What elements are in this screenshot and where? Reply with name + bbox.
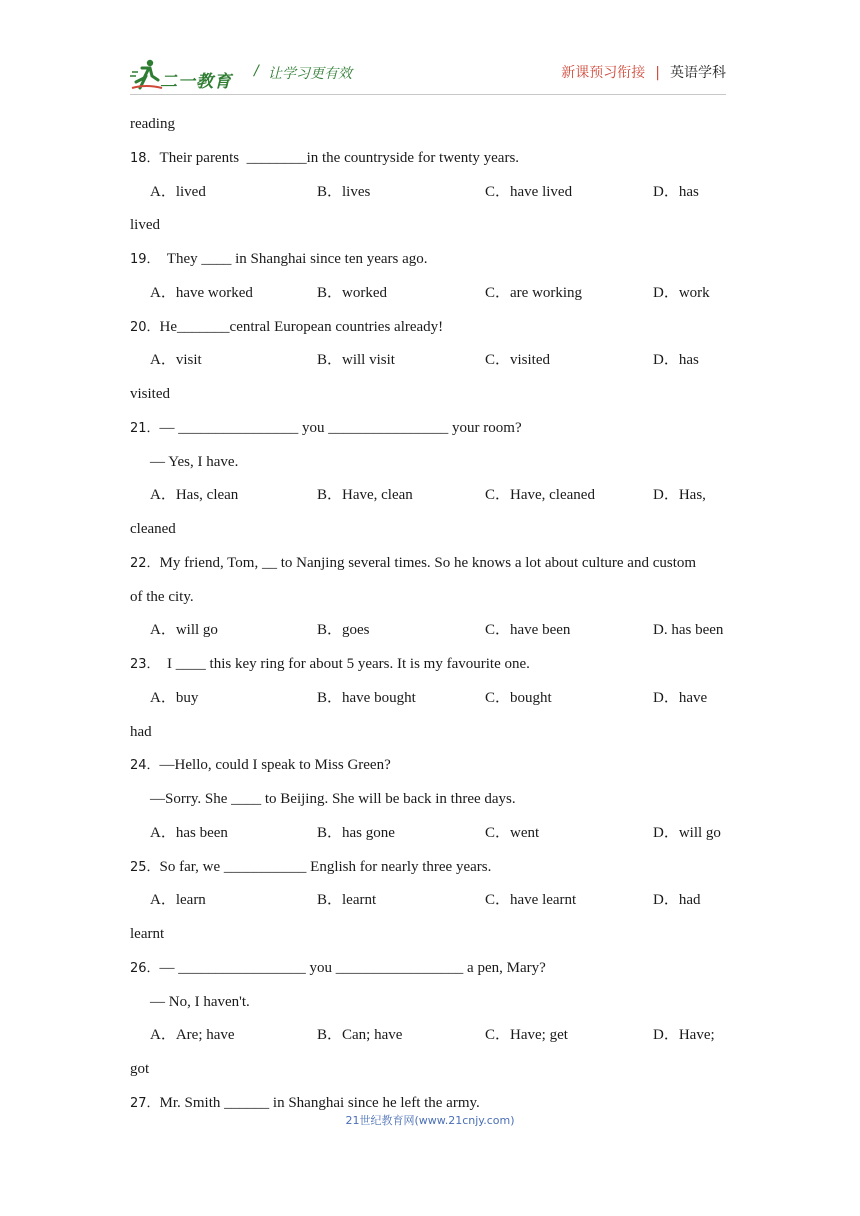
option-b: B．Can; have [317, 1027, 403, 1044]
option-d: D．has [653, 183, 699, 200]
question-text: Mr. Smith ______ in Shanghai since he left the army. [159, 1094, 480, 1111]
header-tags [561, 62, 726, 82]
line-text: of the city. [130, 588, 194, 605]
text-line [130, 108, 730, 142]
question-text: — ________________ you ________________ your room? [159, 419, 522, 436]
question-text: —Hello, could I speak to Miss Green? [159, 757, 391, 774]
question-number: 23． [130, 657, 160, 672]
option-d: D．work [653, 284, 710, 301]
answer-options [130, 817, 730, 851]
question-stem [130, 243, 730, 277]
question-number: 18． [130, 150, 160, 166]
question-text: He_______central European countries already! [159, 318, 444, 335]
subject-tag: 英语学科 [670, 65, 726, 81]
text-line [130, 581, 730, 615]
dialogue-line [130, 783, 730, 817]
question-text: They ____ in Shanghai since ten years ago. [159, 251, 428, 267]
text-line [130, 513, 730, 547]
option-c: C．have been [485, 622, 571, 639]
text-line [130, 209, 730, 243]
answer-options [130, 614, 730, 648]
question-list [130, 108, 730, 1121]
option-a: A．will go [150, 622, 218, 639]
course-tag: 新课预习衔接 [561, 65, 646, 81]
text-line [130, 1053, 730, 1087]
option-b: B．has gone [317, 824, 395, 841]
option-a: A．has been [150, 824, 228, 841]
line-text: had [130, 723, 152, 740]
question-number: 21． [130, 420, 160, 436]
question-number: 27． [130, 1095, 160, 1111]
dialogue-text: — No, I haven't. [150, 993, 250, 1010]
option-a: A．buy [150, 689, 199, 706]
question-stem [130, 851, 730, 885]
option-b: B．Have, clean [317, 487, 413, 504]
option-b: B．have bought [317, 689, 416, 706]
line-text: cleaned [130, 521, 176, 537]
question-stem [130, 648, 730, 682]
slogan: 让学习更有效 [268, 66, 352, 82]
question-text: My friend, Tom, __ to Nanjing several times. So he knows a lot about culture and custom [159, 554, 697, 571]
page-header [130, 52, 726, 96]
option-a: A．Are; have [150, 1027, 235, 1044]
question-text: I ____ this key ring for about 5 years. It is my favourite one. [159, 656, 530, 672]
question-number: 26． [130, 960, 160, 976]
option-a: A．learn [150, 892, 206, 909]
question-stem [130, 142, 730, 176]
option-d: D．has [653, 352, 699, 369]
slogan-divider: / [254, 63, 259, 79]
option-a: A．visit [150, 352, 202, 369]
answer-options [130, 176, 730, 210]
option-d: D．had [653, 892, 701, 909]
option-b: B．learnt [317, 892, 377, 909]
question-text: — _________________ you _________________ a pen, Mary? [159, 959, 546, 976]
text-line [130, 378, 730, 412]
page-footer: 21世纪教育网(www.21cnjy.com) [345, 1114, 515, 1127]
question-stem [130, 412, 730, 446]
option-b: B．goes [317, 622, 370, 639]
logo [130, 58, 242, 92]
answer-options [130, 479, 730, 513]
answer-options [130, 344, 730, 378]
question-number: 24． [130, 758, 160, 774]
answer-options [130, 1019, 730, 1053]
option-b: B．will visit [317, 352, 395, 369]
dialogue-line [130, 986, 730, 1020]
option-c: C．are working [485, 284, 583, 301]
question-number: 20． [130, 319, 160, 335]
question-stem [130, 311, 730, 345]
runner-logo-icon [130, 58, 164, 92]
option-c: C．Have; get [485, 1027, 568, 1044]
dialogue-line [130, 446, 730, 480]
question-stem [130, 547, 730, 581]
option-d: D．Has, [653, 487, 706, 504]
option-c: C．have lived [485, 183, 573, 200]
option-a: A．have worked [150, 284, 253, 301]
line-text: reading [130, 116, 175, 132]
question-text: So far, we ___________ English for nearly three years. [159, 858, 492, 875]
option-d: D．have [653, 689, 708, 706]
line-text: learnt [130, 926, 165, 942]
option-d: D. has been [653, 622, 724, 639]
question-stem [130, 952, 730, 986]
question-text: Their parents ________in the countryside for twenty years. [159, 149, 520, 166]
header-rule [130, 94, 726, 95]
option-d: D．will go [653, 824, 721, 841]
text-line [130, 918, 730, 952]
option-c: C．visited [485, 352, 551, 369]
line-text: lived [130, 217, 160, 234]
line-text: visited [130, 386, 170, 402]
text-line [130, 716, 730, 750]
option-c: C．bought [485, 689, 552, 706]
option-a: A．lived [150, 183, 206, 200]
option-b: B．worked [317, 284, 387, 301]
dialogue-text: —Sorry. She ____ to Beijing. She will be back in three days. [150, 791, 516, 807]
option-a: A．Has, clean [150, 487, 239, 504]
answer-options [130, 682, 730, 716]
header-separator: | [655, 65, 660, 81]
option-c: C．went [485, 824, 540, 841]
line-text: got [130, 1061, 150, 1077]
option-b: B．lives [317, 183, 371, 200]
logo-text: 二一教育 [160, 72, 232, 92]
dialogue-text: — Yes, I have. [150, 453, 239, 470]
question-number: 25． [130, 859, 160, 875]
question-stem [130, 749, 730, 783]
option-c: C．Have, cleaned [485, 487, 595, 504]
question-number: 22． [130, 555, 160, 571]
question-number: 19． [130, 252, 160, 267]
answer-options [130, 277, 730, 311]
option-d: D．Have; [653, 1027, 715, 1044]
option-c: C．have learnt [485, 892, 577, 909]
answer-options [130, 884, 730, 918]
